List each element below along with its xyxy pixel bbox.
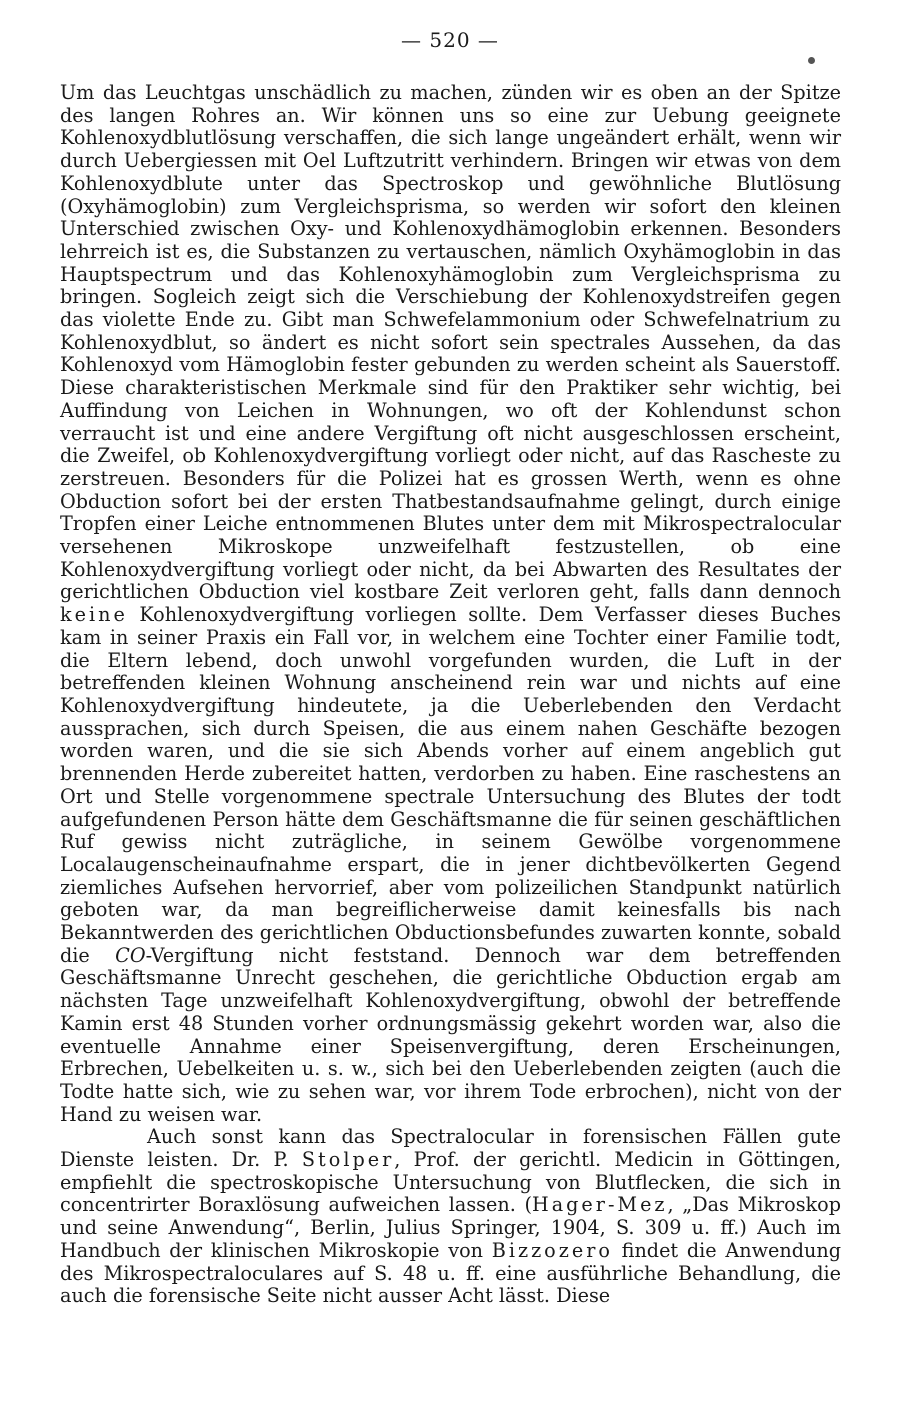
paragraph-2-text-c: , „Das Mikroskop und seine Anwendung“, Berlin, Julius Springer, 1904, S. 309 u. ff.) Auch im Handbuch der klinischen Mikroskopie von (60, 1193, 841, 1262)
paragraph-1-text-a: Um das Leuchtgas unschädlich zu machen, zünden wir es oben an der Spitze des langen Rohres an. Wir können uns so eine zur Uebung geeignete Kohlenoxydblutlösung verschaffen, die sich lange ungeändert erhält, wenn wir durch Uebergiessen mit Oel Luftzutritt verhindern. Bringen wir etwas von dem Kohlenoxydblute unter das Spectroskop und gewöhnliche Blutlösung (Oxyhämoglobin) zum Vergleichsprisma, so werden wir sofort den kleinen Unterschied zwischen Oxy- und Kohlenoxydhämoglobin erkennen. Besonders lehrreich ist es, die Substanzen zu vertauschen, nämlich Oxyhämoglobin in das Hauptspectrum und das Kohlenoxyhämoglobin zum Vergleichsprisma zu bringen. Sogleich zeigt sich die Verschiebung der Kohlenoxydstreifen gegen das violette Ende zu. Gibt man Schwefelammonium oder Schwefelnatrium zu Kohlenoxydblut, so ändert es nicht sofort sein spectrales Aussehen, da das Kohlenoxyd vom Hämoglobin fester gebunden zu werden scheint als Sauerstoff. Diese charakteristischen Merkmale sind für den Praktiker sehr wichtig, bei Auffindung von Leichen in Wohnungen, wo oft der Kohlendunst schon verraucht ist und eine andere Vergiftung oft nicht ausgeschlossen erscheint, die Zweifel, ob Kohlenoxydvergiftung vorliegt oder nicht, auf das Rascheste zu zerstreuen. Besonders für die Polizei hat es grossen Werth, wenn es ohne Obduction sofort bei der ersten Thatbestandsaufnahme gelingt, durch einige Tropfen einer Leiche entnommenen Blutes unter dem mit Mikrospectralocular versehenen Mikroskope unzweifelhaft festzustellen, ob eine Kohlenoxydvergiftung vorliegt oder nicht, da bei Abwarten des Resultates der gerichtlichen Obduction viel kostbare Zeit verloren geht, falls dann dennoch (60, 81, 841, 604)
paragraph-2-text-b: , Prof. der gerichtl. Medicin in Göttingen, empfiehlt die spectroskopische Untersuchung von Blutflecken, die sich in concentrirter Boraxlösung aufweichen lassen. ( (60, 1148, 841, 1217)
emphasis-keine: keine (60, 603, 128, 627)
author-stolper: Stolper (301, 1148, 395, 1172)
paragraph-1-text-b: Kohlenoxydvergiftung vorliegen sollte. Dem Verfasser dieses Buches kam in seiner Praxis ein Fall vor, in welchem eine Tochter einer Familie todt, die Eltern lebend, doch unwohl vorgefunden wurden, die Luft in der betreffenden kleinen Wohnung anscheinend rein war und nichts auf eine Kohlenoxydvergiftung hindeutete, ja die Ueberlebenden den Verdacht aussprachen, sich durch Speisen, die aus einem nahen Geschäfte bezogen worden waren, und die sie sich Abends vorher auf einem angeblich gut brennenden Herde zubereitet hatten, verdorben zu haben. Eine raschestens an Ort und Stelle vorgenommene spectrale Untersuchung des Blutes der todt aufgefundenen Person hätte dem Geschäftsmanne die für seinen geschäftlichen Ruf gewiss nicht zuträgliche, in seinem Gewölbe vorgenommene Localaugenscheinaufnahme erspart, die in jener dichtbevölkerten Gegend ziemliches Aufsehen hervorrief, aber vom polizeilichen Standpunkt natürlich geboten war, da man begreiflicherweise damit keinesfalls bis nach Bekanntwerden des gerichtlichen Obductionsbefundes zuwarten konnte, sobald die (60, 603, 841, 967)
paragraph-1 (60, 82, 841, 1126)
body-text (60, 82, 841, 1308)
formula-co: CO (115, 943, 146, 967)
page-number: — 520 — (401, 28, 499, 52)
paragraph-2 (60, 1126, 841, 1308)
paragraph-2-text-a: Auch sonst kann das Spectralocular in forensischen Fällen gute Dienste leisten. Dr. P. (60, 1125, 841, 1172)
paragraph-2-text-d: findet die Anwendung des Mikrospectraloculares auf S. 48 u. ff. eine ausführliche Behandlung, die auch die forensische Seite nicht ausser Acht lässt. Diese (60, 1238, 841, 1308)
author-bizzozero: Bizzozero (491, 1238, 613, 1262)
print-speck (808, 57, 815, 64)
paragraph-1-text-c: -Vergiftung nicht feststand. Dennoch war dem betreffenden Geschäftsmanne Unrecht geschehen, die gerichtliche Obduction ergab am nächsten Tage unzweifelhaft Kohlenoxydvergiftung, obwohl der betreffende Kamin erst 48 Stunden vorher ordnungsmässig gekehrt worden war, also die eventuelle Annahme einer Speisenvergiftung, deren Erscheinungen, Erbrechen, Uebelkeiten u. s. w., sich bei den Ueberlebenden zeigten (auch die Todte hatte sich, wie zu sehen war, vor ihrem Tode erbrochen), nicht von der Hand zu weisen war. (60, 943, 841, 1126)
author-hager-mez: Hager-Mez (531, 1193, 668, 1217)
